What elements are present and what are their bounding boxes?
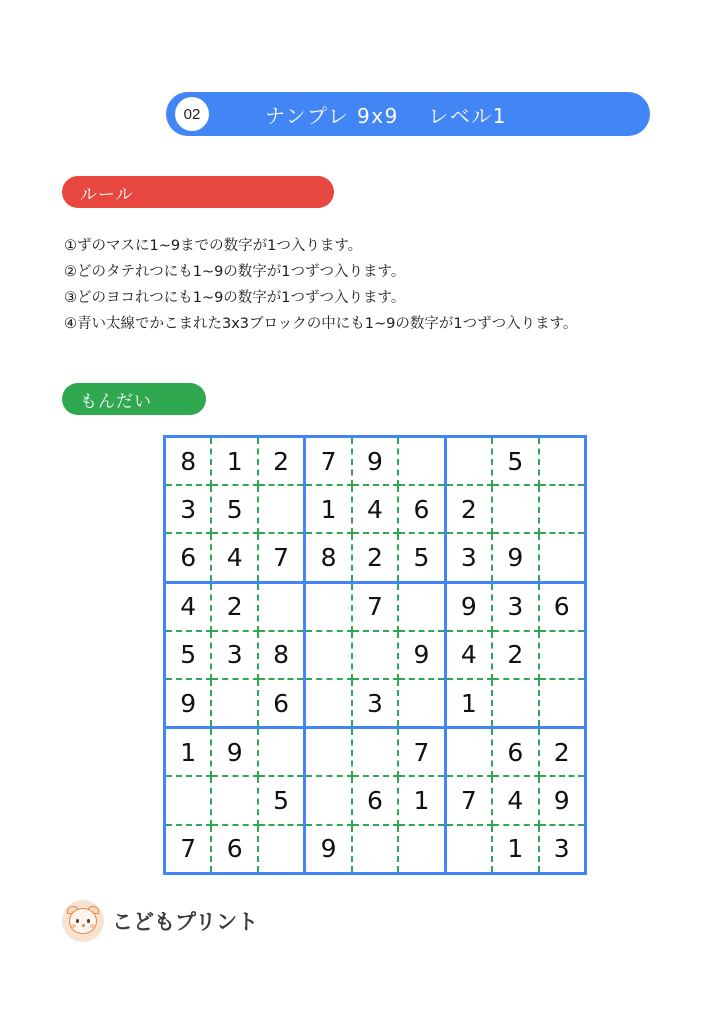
sudoku-cell-r1c8[interactable]: 5 [492,437,538,486]
sudoku-cell-r8c7[interactable]: 7 [445,776,492,824]
sudoku-cell-r7c4[interactable] [305,728,352,777]
sudoku-cell-r2c8[interactable] [492,485,538,533]
sudoku-cell-r4c3[interactable] [258,582,305,631]
cat-cheek-right-icon [90,924,95,928]
sudoku-cell-r2c7[interactable]: 2 [445,485,492,533]
sudoku-row [165,825,586,874]
sudoku-cell-r2c4[interactable]: 1 [305,485,352,533]
sudoku-cell-r6c8[interactable] [492,679,538,728]
sudoku-cell-r8c1[interactable] [165,776,212,824]
sudoku-cell-r2c1[interactable]: 3 [165,485,212,533]
sudoku-cell-r3c4[interactable]: 8 [305,533,352,582]
sudoku-cell-r7c7[interactable] [445,728,492,777]
sudoku-cell-r4c1[interactable]: 4 [165,582,212,631]
sudoku-cell-r1c5[interactable]: 9 [352,437,398,486]
sudoku-row [165,776,586,824]
brand-name: こどもプリント [112,910,259,934]
header-number-badge [175,97,209,131]
sudoku-row [165,437,586,486]
sudoku-row [165,679,586,728]
problem-section-label: もんだい [80,391,152,412]
sudoku-cell-r2c3[interactable] [258,485,305,533]
sudoku-cell-r8c2[interactable] [211,776,257,824]
cat-cheek-left-icon [71,924,76,928]
rule-line-4: ④青い太線でかこまれた3x3ブロックの中にも1~9の数字が1つずつ入ります。 [64,316,578,332]
sudoku-cell-r2c9[interactable] [539,485,586,533]
page-title: ナンプレ 9x9 レベル1 [265,103,507,128]
sudoku-cell-r7c8[interactable]: 6 [492,728,538,777]
sudoku-cell-r5c1[interactable]: 5 [165,631,212,679]
sudoku-cell-r5c6[interactable]: 9 [398,631,445,679]
cat-face-shape-icon [69,908,97,934]
sudoku-cell-r9c1[interactable]: 7 [165,825,212,874]
sudoku-cell-r6c3[interactable]: 6 [258,679,305,728]
sudoku-cell-r3c5[interactable]: 2 [352,533,398,582]
sudoku-cell-r6c9[interactable] [539,679,586,728]
page-header-bar [166,92,650,136]
sudoku-cell-r1c7[interactable] [445,437,492,486]
sudoku-grid-body [165,437,586,874]
sudoku-cell-r6c5[interactable]: 3 [352,679,398,728]
sudoku-cell-r6c6[interactable] [398,679,445,728]
sudoku-cell-r7c6[interactable]: 7 [398,728,445,777]
sudoku-cell-r3c7[interactable]: 3 [445,533,492,582]
sudoku-cell-r5c5[interactable] [352,631,398,679]
cat-face-icon [62,900,104,942]
sudoku-cell-r2c5[interactable]: 4 [352,485,398,533]
problem-section-pill [62,383,206,415]
header-badge-label: 02 [183,105,201,123]
sudoku-cell-r2c6[interactable]: 6 [398,485,445,533]
sudoku-cell-r3c9[interactable] [539,533,586,582]
sudoku-cell-r6c4[interactable] [305,679,352,728]
sudoku-cell-r2c2[interactable]: 5 [211,485,257,533]
sudoku-cell-r1c9[interactable] [539,437,586,486]
sudoku-cell-r9c3[interactable] [258,825,305,874]
rule-line-2: ②どのタテれつにも1~9の数字が1つずつ入ります。 [64,264,406,280]
sudoku-cell-r1c4[interactable]: 7 [305,437,352,486]
sudoku-row [165,728,586,777]
sudoku-cell-r7c3[interactable] [258,728,305,777]
sudoku-cell-r7c2[interactable]: 9 [211,728,257,777]
sudoku-cell-r6c2[interactable] [211,679,257,728]
sudoku-cell-r3c3[interactable]: 7 [258,533,305,582]
sudoku-cell-r1c3[interactable]: 2 [258,437,305,486]
sudoku-cell-r3c6[interactable]: 5 [398,533,445,582]
sudoku-cell-r8c9[interactable]: 9 [539,776,586,824]
sudoku-cell-r9c4[interactable]: 9 [305,825,352,874]
cat-nose-icon [82,924,85,927]
rule-line-1: ①ずのマスに1~9までの数字が1つ入ります。 [64,238,363,254]
sudoku-row [165,485,586,533]
sudoku-cell-r9c7[interactable] [445,825,492,874]
sudoku-cell-r1c2[interactable]: 1 [211,437,257,486]
rules-section-label: ルール [80,184,134,205]
sudoku-cell-r5c3[interactable]: 8 [258,631,305,679]
sudoku-cell-r1c1[interactable]: 8 [165,437,212,486]
sudoku-cell-r4c6[interactable] [398,582,445,631]
sudoku-cell-r4c2[interactable]: 2 [211,582,257,631]
footer-brand [62,900,258,942]
sudoku-cell-r9c8[interactable]: 1 [492,825,538,874]
sudoku-cell-r9c6[interactable] [398,825,445,874]
sudoku-row [165,631,586,679]
sudoku-cell-r8c8[interactable]: 4 [492,776,538,824]
sudoku-cell-r5c7[interactable]: 4 [445,631,492,679]
rules-list [64,233,664,337]
sudoku-cell-r5c9[interactable] [539,631,586,679]
sudoku-row [165,582,586,631]
sudoku-cell-r6c7[interactable]: 1 [445,679,492,728]
sudoku-cell-r8c4[interactable] [305,776,352,824]
sudoku-cell-r5c4[interactable] [305,631,352,679]
sudoku-cell-r9c5[interactable] [352,825,398,874]
sudoku-cell-r7c9[interactable]: 2 [539,728,586,777]
rule-line-3: ③どのヨコれつにも1~9の数字が1つずつ入ります。 [64,290,406,306]
sudoku-cell-r4c9[interactable]: 6 [539,582,586,631]
sudoku-grid[interactable] [163,435,587,875]
sudoku-cell-r4c7[interactable]: 9 [445,582,492,631]
sudoku-cell-r8c6[interactable]: 1 [398,776,445,824]
sudoku-cell-r1c6[interactable] [398,437,445,486]
cat-eye-right-icon [87,919,90,923]
sudoku-cell-r4c8[interactable]: 3 [492,582,538,631]
sudoku-cell-r5c2[interactable]: 3 [211,631,257,679]
sudoku-cell-r9c9[interactable]: 3 [539,825,586,874]
sudoku-row [165,533,586,582]
sudoku-cell-r9c2[interactable]: 6 [211,825,257,874]
rules-section-pill [62,176,334,208]
sudoku-cell-r8c3[interactable]: 5 [258,776,305,824]
sudoku-cell-r3c1[interactable]: 6 [165,533,212,582]
sudoku-cell-r4c5[interactable]: 7 [352,582,398,631]
sudoku-cell-r7c5[interactable] [352,728,398,777]
sudoku-cell-r8c5[interactable]: 6 [352,776,398,824]
sudoku-cell-r5c8[interactable]: 2 [492,631,538,679]
sudoku-grid-container [163,435,570,864]
sudoku-cell-r7c1[interactable]: 1 [165,728,212,777]
sudoku-cell-r3c2[interactable]: 4 [211,533,257,582]
sudoku-cell-r3c8[interactable]: 9 [492,533,538,582]
cat-eye-left-icon [76,919,79,923]
sudoku-cell-r4c4[interactable] [305,582,352,631]
sudoku-cell-r6c1[interactable]: 9 [165,679,212,728]
